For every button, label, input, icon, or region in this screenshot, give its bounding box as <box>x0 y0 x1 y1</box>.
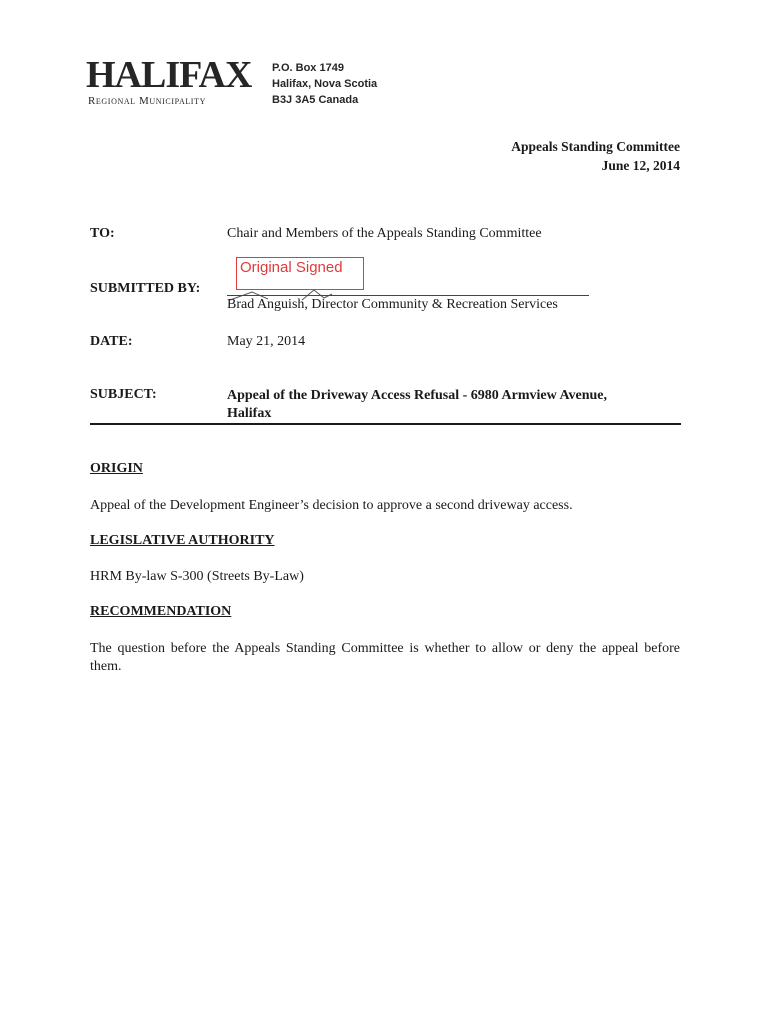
committee-name: Appeals Standing Committee <box>511 139 680 154</box>
logo-subtitle: Regional Municipality <box>88 95 206 107</box>
address-line: P.O. Box 1749 <box>272 62 344 74</box>
meeting-date: June 12, 2014 <box>601 158 680 173</box>
date-label: DATE: <box>90 334 133 349</box>
to-label: TO: <box>90 226 115 241</box>
subject-line: Appeal of the Driveway Access Refusal - 6980 Armview Avenue, <box>227 388 608 403</box>
logo-wordmark: HALIFAX <box>86 54 252 96</box>
signature-stamp-text: Original Signed <box>240 259 343 276</box>
recommendation-heading: RECOMMENDATION <box>90 604 232 619</box>
subject-line: Halifax <box>227 406 272 421</box>
signature-line <box>227 295 589 296</box>
origin-heading: ORIGIN <box>90 461 143 476</box>
recommendation-text: The question before the Appeals Standing Committee is whether to allow or deny the appeal before them. <box>90 641 680 674</box>
origin-text: Appeal of the Development Engineer’s decision to approve a second driveway access. <box>90 498 573 513</box>
address-line: B3J 3A5 Canada <box>272 94 359 106</box>
mailing-address <box>272 60 377 108</box>
subject-value <box>227 387 687 423</box>
header-divider <box>90 423 681 425</box>
submitted-by-label: SUBMITTED BY: <box>90 281 201 296</box>
authority-text: HRM By-law S-300 (Streets By-Law) <box>90 569 304 584</box>
authority-heading: LEGISLATIVE AUTHORITY <box>90 533 275 548</box>
to-value: Chair and Members of the Appeals Standing Committee <box>227 226 542 241</box>
date-value: May 21, 2014 <box>227 334 306 349</box>
subject-label: SUBJECT: <box>90 387 157 402</box>
address-line: Halifax, Nova Scotia <box>272 78 378 90</box>
submitted-by-value: Brad Anguish, Director Community & Recreation Services <box>227 297 558 312</box>
meeting-info <box>511 137 680 175</box>
halifax-logo <box>84 52 252 112</box>
